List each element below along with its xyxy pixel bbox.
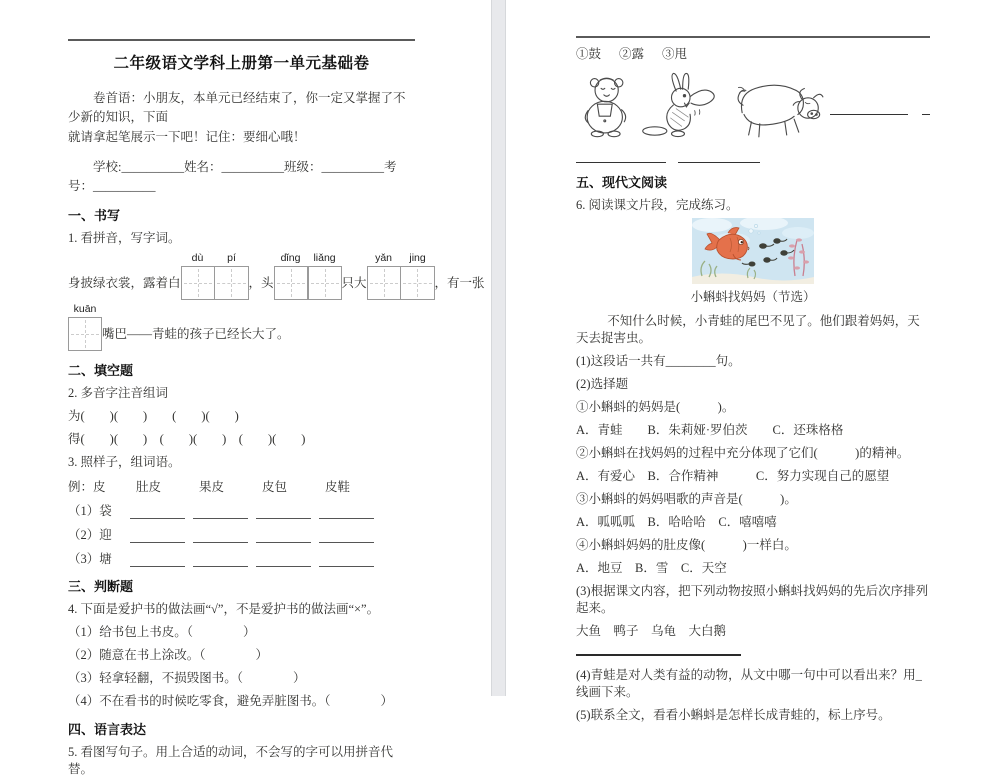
section-heading-reading: 五、现代文阅读: [576, 175, 668, 190]
answer-blank: [576, 150, 666, 163]
question-1: 1. 看拼音，写字词。: [68, 231, 181, 245]
choice-3-options: A．呱呱呱 B．哈哈哈 C．嘻嘻嘻: [576, 515, 777, 529]
intro-line-1: 卷首语：小朋友，本单元已经结束了，你一定又掌握了不少新的知识，下面: [68, 91, 406, 124]
example-label: 例：皮: [68, 480, 106, 494]
answer-blank: [256, 553, 311, 567]
word-row-1: [68, 502, 415, 519]
question-2-row-wei: 为( )( ) ( )( ): [68, 409, 239, 423]
choice-4-options: A．地豆 B．雪 C．天空: [576, 561, 727, 575]
tadpole-story-illustration: [692, 218, 814, 284]
example-word: 皮包: [262, 480, 288, 494]
page-title: 二年级语文学科上册第一单元基础卷: [113, 55, 370, 72]
pinyin-fill-row: [68, 252, 485, 300]
example-word: 果皮: [199, 480, 225, 494]
writing-box-group-dupi: [181, 252, 249, 300]
answer-blank: [256, 505, 311, 519]
writing-box-group-kuan: [68, 303, 102, 351]
writing-cell: [181, 266, 215, 300]
reading-passage: 不知什么时候，小青蛙的尾巴不见了。他们跟着妈妈，天天去捉害虫。: [576, 314, 920, 345]
page-gap-divider: [491, 0, 506, 696]
pinyin-fill-row-2: [68, 303, 415, 351]
answer-blank: [319, 505, 374, 519]
sub-question-4: (4)青蛙是对人类有益的动物，从文中哪一句中可以看出来？用_线画下来。: [576, 668, 922, 699]
choice-3-question: ③小蝌蚪的妈妈唱歌的声音是( )。: [576, 492, 797, 506]
sub-question-5: (5)联系全文，看看小蝌蚪是怎样长成青蛙的，标上序号。: [576, 708, 891, 722]
word-row-label: （3）塘: [68, 552, 112, 566]
verb-option-1: ①鼓: [576, 47, 602, 61]
writing-cell: [68, 317, 102, 351]
rabbit-drawing: [639, 69, 724, 141]
question-2: 2. 多音字注音组词: [68, 386, 169, 400]
answer-blank: [130, 529, 185, 543]
pinyin-jing: jing: [409, 252, 426, 264]
answer-blank: [130, 553, 185, 567]
section-heading-judgement: 三、判断题: [68, 579, 134, 594]
answer-blank: [256, 529, 311, 543]
fill-text-3: 只大: [341, 276, 367, 290]
choice-2-question: ②小蝌蚪在找妈妈的过程中充分体现了它们( )的精神。: [576, 446, 910, 460]
answer-blank: [319, 553, 374, 567]
writing-box-group-yanjing: [367, 252, 435, 300]
question-6: 6. 阅读课文片段，完成练习。: [576, 198, 739, 212]
question-4-item-1: （1）给书包上书皮。（ ）: [68, 625, 256, 639]
verb-option-2: ②露: [619, 47, 645, 61]
animal-word-list: 大鱼 鸭子 乌龟 大白鹅: [576, 624, 727, 638]
question-5: 5. 看图写句子。用上合适的动词，不会写的字可以用拼音代替。: [68, 745, 394, 776]
section-heading-writing: 一、书写: [68, 208, 121, 223]
page-2: [506, 0, 1001, 722]
sub-question-2: (2)选择题: [576, 377, 629, 391]
fill-text-1: 身披绿衣裳，露着白: [68, 276, 181, 290]
question-3: 3. 照样子，组词语。: [68, 455, 181, 469]
pinyin-ding: dǐng: [280, 252, 301, 264]
writing-cell: [401, 266, 435, 300]
answer-blank: [319, 529, 374, 543]
section-heading-fill-blanks: 二、填空题: [68, 363, 134, 378]
pinyin-kuan: kuān: [73, 303, 97, 315]
question-4-item-3: （3）轻拿轻翻，不损毁图书。（ ）: [68, 671, 306, 685]
writing-box-group-ding: [274, 252, 308, 300]
choice-1-question: ①小蝌蚪的妈妈是( )。: [576, 400, 735, 414]
answer-blank: [193, 553, 248, 567]
example-word-row: [68, 480, 415, 495]
answer-blank: [830, 114, 908, 115]
fill-text-5: 嘴巴——青蛙的孩子已经长大了。: [102, 327, 290, 341]
page-header-rule: [68, 39, 415, 41]
student-info-line: 学校:__________姓名：__________班级：__________考号：__________: [68, 160, 397, 193]
section-heading-language: 四、语言表达: [68, 722, 147, 737]
answer-dash: [922, 114, 930, 115]
word-row-label: （1）袋: [68, 504, 112, 518]
choice-2-options: A．有爱心 B．合作精神 C．努力实现自己的愿望: [576, 469, 890, 483]
pinyin-liang: liǎng: [313, 252, 336, 264]
word-row-2: [68, 526, 415, 543]
answer-blank: [576, 654, 741, 656]
question-4-item-4: （4）不在看书的时候吃零食，避免弄脏图书。（ ）: [68, 694, 394, 708]
fill-text-4: ，有一张: [434, 276, 485, 290]
answer-blank: [130, 505, 185, 519]
answer-blank: [678, 150, 760, 163]
fill-text-2: ，头: [248, 276, 274, 290]
choice-4-question: ④小蝌蚪妈妈的肚皮像( )一样白。: [576, 538, 797, 552]
word-row-3: [68, 550, 415, 567]
writing-cell: [367, 266, 401, 300]
ox-drawing: [731, 75, 824, 141]
writing-box-group-liang: [308, 252, 342, 300]
pinyin-pi: pí: [227, 252, 236, 264]
illustration-caption: 小蝌蚪找妈妈（节选）: [690, 290, 816, 304]
page-header-rule: [576, 36, 930, 38]
answer-blank: [193, 505, 248, 519]
sub-question-3: (3)根据课文内容，把下列动物按照小蝌蚪找妈妈的先后次序排列起来。: [576, 584, 929, 615]
intro-line-2: 就请拿起笔展示一下吧！记住：要细心哦！: [68, 130, 306, 144]
writing-cell: [274, 266, 308, 300]
example-word: 皮鞋: [325, 480, 351, 494]
sub-question-1: (1)这段话一共有________句。: [576, 354, 741, 368]
question-4: 4. 下面是爱护书的做法画“√”，不是爱护书的做法画“×”。: [68, 602, 380, 616]
writing-cell: [308, 266, 342, 300]
pinyin-yan: yǎn: [375, 252, 393, 264]
example-word: 肚皮: [136, 480, 162, 494]
question-2-row-de: 得( )( ) ( )( ) ( )( ): [68, 432, 306, 446]
question-4-item-2: （2）随意在书上涂改。（ ）: [68, 648, 269, 662]
answer-lines-row: [576, 150, 930, 163]
word-row-label: （2）迎: [68, 528, 112, 542]
verb-option-3: ③甩: [662, 47, 688, 61]
answer-blank: [193, 529, 248, 543]
page-1: [0, 0, 491, 776]
picture-row: [576, 65, 930, 141]
boy-drawing: [576, 71, 635, 141]
pinyin-du: dù: [191, 252, 204, 264]
choice-1-options: A．青蛙 B．朱莉娅·罗伯茨 C．还珠格格: [576, 423, 844, 437]
writing-cell: [215, 266, 249, 300]
verb-options-row: [576, 46, 930, 63]
